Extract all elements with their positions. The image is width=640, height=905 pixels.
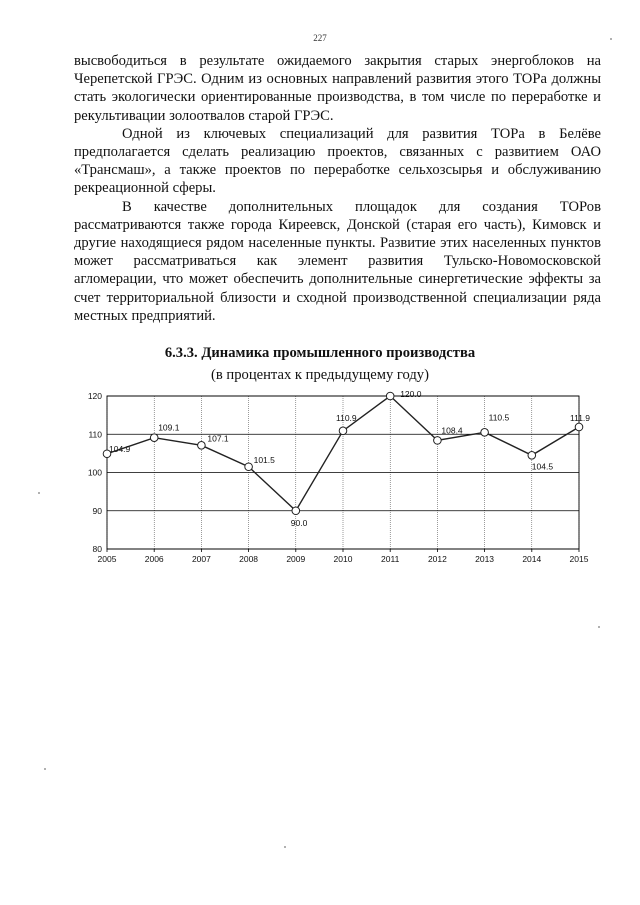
x-tick-label: 2007	[191, 554, 211, 564]
body-text	[74, 52, 601, 325]
paragraph-2: Одной из ключевых специализаций для развития ТОРа в Белёве предполагается сделать реализацию проектов, связанных с развитием ОАО «Трансмаш», а также проектов по переработке сельхозсырья и обслуживанию рекреационной сферы.	[74, 125, 601, 197]
data-label: 90.0	[290, 517, 308, 528]
paragraph-1: высвободиться в результате ожидаемого закрытия старых энергоблоков на Черепетской ГРЭС. Одним из основных направлений развития этого ТОРа должны стать экологически ориентированные производства, в том числе по переработке и рекультивации золоотвалов старой ГРЭС.	[74, 53, 601, 124]
data-label: 101.5	[253, 454, 275, 465]
y-tick-label: 90	[92, 505, 102, 516]
data-point	[292, 507, 300, 515]
scan-speck	[610, 38, 612, 40]
x-tick-label: 2005	[97, 554, 117, 564]
data-label: 110.5	[488, 412, 510, 423]
data-point	[575, 423, 583, 431]
data-label: 107.1	[207, 433, 229, 444]
data-point	[481, 429, 489, 437]
page-number: 227	[313, 33, 327, 43]
chart-svg	[60, 386, 600, 576]
x-tick-label: 2011	[381, 554, 400, 564]
paragraph-3: В качестве дополнительных площадок для создания ТОРов рассматриваются также города Киреевск, Донской (старая его часть), Кимовск и другие находящиеся рядом населенные пункты. Развитие этих населенных пунктов может рассматриваться как элемент развития Тульско-Новомосковской агломерации, что может обеспечить дополнительные синергетические эффекты за счет территориальной близости и сходной производственной специализации ряда местных предприятий.	[74, 198, 601, 324]
y-tick-label: 80	[92, 544, 102, 554]
x-tick-label: 2013	[475, 554, 495, 564]
data-label: 108.4	[441, 425, 463, 436]
x-tick-label: 2014	[522, 554, 542, 564]
y-tick-label: 100	[87, 467, 102, 478]
x-tick-label: 2015	[569, 554, 589, 564]
x-tick-label: 2010	[333, 554, 353, 564]
data-point	[528, 451, 536, 459]
data-point	[434, 437, 442, 445]
data-label: 111.9	[570, 412, 591, 423]
data-label: 109.1	[158, 422, 180, 433]
scan-speck	[38, 492, 40, 494]
data-point	[245, 463, 253, 471]
y-tick-label: 110	[88, 429, 102, 440]
y-tick-label: 120	[87, 391, 102, 401]
scan-speck	[44, 768, 46, 770]
x-tick-label: 2008	[239, 554, 259, 564]
scan-speck	[598, 626, 600, 628]
data-label: 104.5	[531, 461, 554, 472]
section-title: 6.3.3. Динамика промышленного производства	[164, 345, 476, 361]
x-tick-label: 2009	[286, 554, 306, 564]
data-point	[198, 442, 206, 450]
data-point	[150, 434, 158, 442]
data-point	[386, 392, 394, 400]
section-subtitle: (в процентах к предыдущему году)	[211, 367, 429, 383]
scan-speck	[284, 846, 286, 848]
data-point	[339, 427, 347, 435]
x-tick-label: 2006	[144, 554, 164, 564]
data-label: 104.9	[109, 443, 131, 454]
x-tick-label: 2012	[427, 554, 447, 564]
industrial-production-chart	[60, 386, 600, 576]
data-label: 120.0	[400, 389, 422, 399]
data-label: 110.9	[336, 412, 357, 423]
